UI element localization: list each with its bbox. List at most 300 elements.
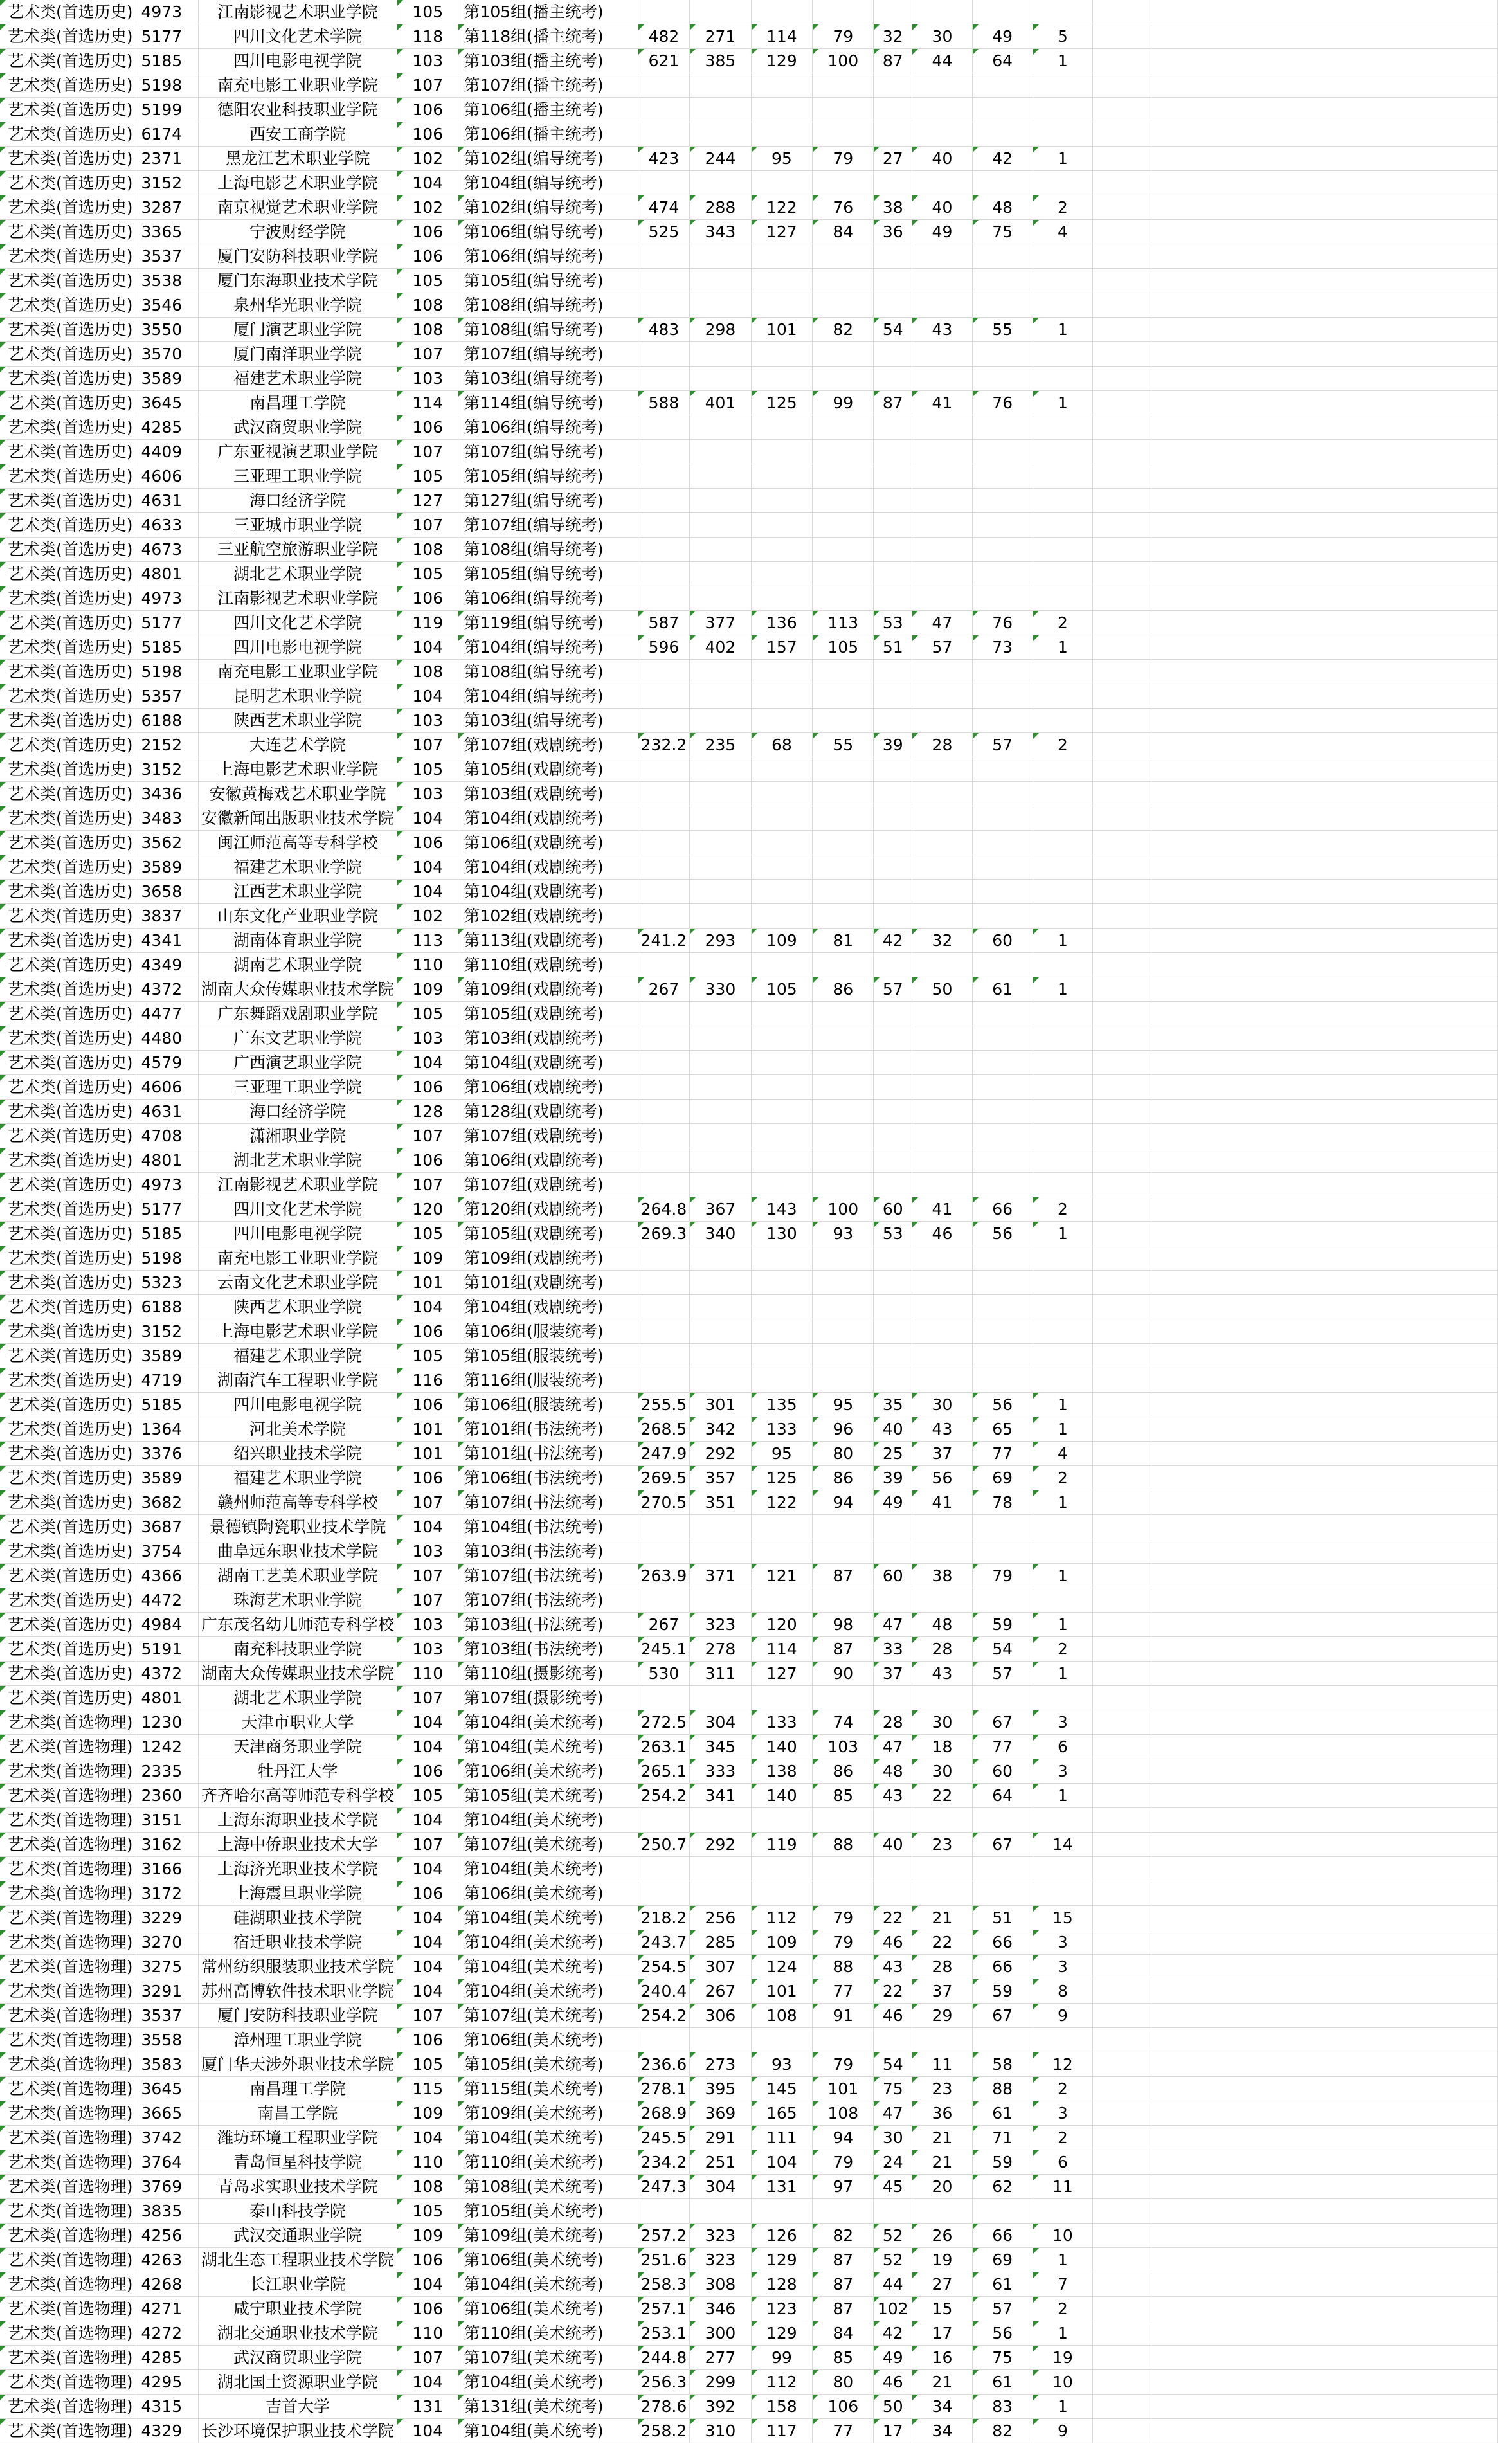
chinese-cell[interactable] xyxy=(751,171,812,195)
rank-cell[interactable] xyxy=(1093,2175,1151,2199)
category-cell[interactable]: 艺术类(首选历史) xyxy=(0,1100,136,1124)
foreign-cell[interactable] xyxy=(874,293,912,318)
second-subject-cell[interactable]: 77 xyxy=(972,1442,1033,1466)
plan-cell[interactable] xyxy=(638,1808,690,1833)
group-code-cell[interactable]: 103 xyxy=(397,1539,458,1564)
foreign-cell[interactable]: 44 xyxy=(874,2272,912,2297)
chinese-cell[interactable]: 121 xyxy=(751,1564,812,1588)
rank-cell[interactable] xyxy=(1093,1686,1151,1710)
code-cell[interactable]: 1364 xyxy=(136,1417,199,1442)
score-cell[interactable]: 235 xyxy=(690,733,751,757)
score-cell[interactable] xyxy=(690,904,751,929)
code-cell[interactable]: 3589 xyxy=(136,855,199,880)
rank-cell[interactable] xyxy=(1093,464,1151,489)
rank-cell[interactable] xyxy=(1093,73,1151,98)
school-name-cell[interactable]: 上海震旦职业学院 xyxy=(199,1881,397,1906)
category-cell[interactable]: 艺术类(首选历史) xyxy=(0,293,136,318)
first-subject-cell[interactable]: 29 xyxy=(912,2004,973,2028)
plan-cell[interactable]: 258.2 xyxy=(638,2419,690,2443)
group-name-cell[interactable]: 第107组(编导统考) xyxy=(458,342,638,367)
group-name-cell[interactable]: 第127组(编导统考) xyxy=(458,489,638,513)
second-subject-cell[interactable]: 88 xyxy=(972,2077,1033,2101)
major-score-cell[interactable]: 8 xyxy=(1033,1979,1093,2004)
chinese-cell[interactable]: 125 xyxy=(751,1466,812,1490)
score-cell[interactable]: 346 xyxy=(690,2297,751,2321)
second-subject-cell[interactable]: 61 xyxy=(972,2370,1033,2395)
score-cell[interactable] xyxy=(690,1026,751,1051)
first-subject-cell[interactable]: 21 xyxy=(912,2126,973,2150)
category-cell[interactable]: 艺术类(首选物理) xyxy=(0,2199,136,2224)
math-cell[interactable]: 96 xyxy=(813,1417,874,1442)
empty-cell[interactable] xyxy=(1151,1857,1497,1881)
rank-cell[interactable] xyxy=(1093,2419,1151,2443)
code-cell[interactable]: 4801 xyxy=(136,1686,199,1710)
plan-cell[interactable] xyxy=(638,440,690,464)
first-subject-cell[interactable] xyxy=(912,1344,973,1368)
plan-cell[interactable] xyxy=(638,2199,690,2224)
group-code-cell[interactable]: 106 xyxy=(397,1393,458,1417)
first-subject-cell[interactable] xyxy=(912,464,973,489)
first-subject-cell[interactable]: 22 xyxy=(912,1784,973,1808)
empty-cell[interactable] xyxy=(1151,122,1497,147)
rank-cell[interactable] xyxy=(1093,342,1151,367)
group-code-cell[interactable]: 104 xyxy=(397,1295,458,1319)
math-cell[interactable]: 103 xyxy=(813,1735,874,1759)
plan-cell[interactable]: 530 xyxy=(638,1662,690,1686)
school-name-cell[interactable]: 青岛求实职业技术学院 xyxy=(199,2175,397,2199)
group-name-cell[interactable]: 第104组(编导统考) xyxy=(458,171,638,195)
code-cell[interactable]: 3275 xyxy=(136,1955,199,1979)
second-subject-cell[interactable] xyxy=(972,1686,1033,1710)
math-cell[interactable]: 99 xyxy=(813,391,874,415)
empty-cell[interactable] xyxy=(1151,953,1497,977)
school-name-cell[interactable]: 南充电影工业职业学院 xyxy=(199,73,397,98)
second-subject-cell[interactable]: 73 xyxy=(972,635,1033,660)
foreign-cell[interactable] xyxy=(874,1881,912,1906)
plan-cell[interactable]: 267 xyxy=(638,977,690,1002)
foreign-cell[interactable]: 50 xyxy=(874,2395,912,2419)
foreign-cell[interactable] xyxy=(874,440,912,464)
second-subject-cell[interactable]: 59 xyxy=(972,1979,1033,2004)
group-name-cell[interactable]: 第101组(书法统考) xyxy=(458,1442,638,1466)
second-subject-cell[interactable] xyxy=(972,440,1033,464)
foreign-cell[interactable]: 25 xyxy=(874,1442,912,1466)
score-cell[interactable] xyxy=(690,1539,751,1564)
foreign-cell[interactable] xyxy=(874,1075,912,1100)
math-cell[interactable] xyxy=(813,244,874,269)
foreign-cell[interactable] xyxy=(874,684,912,709)
category-cell[interactable]: 艺术类(首选历史) xyxy=(0,24,136,49)
category-cell[interactable]: 艺术类(首选历史) xyxy=(0,318,136,342)
rank-cell[interactable] xyxy=(1093,1246,1151,1271)
group-code-cell[interactable]: 107 xyxy=(397,1833,458,1857)
chinese-cell[interactable] xyxy=(751,1686,812,1710)
score-cell[interactable]: 357 xyxy=(690,1466,751,1490)
foreign-cell[interactable] xyxy=(874,1686,912,1710)
math-cell[interactable]: 87 xyxy=(813,2297,874,2321)
score-cell[interactable]: 292 xyxy=(690,1833,751,1857)
second-subject-cell[interactable]: 66 xyxy=(972,2224,1033,2248)
chinese-cell[interactable]: 126 xyxy=(751,2224,812,2248)
first-subject-cell[interactable] xyxy=(912,782,973,806)
chinese-cell[interactable]: 128 xyxy=(751,2272,812,2297)
math-cell[interactable] xyxy=(813,1002,874,1026)
school-name-cell[interactable]: 南充电影工业职业学院 xyxy=(199,660,397,684)
first-subject-cell[interactable] xyxy=(912,1148,973,1173)
math-cell[interactable]: 108 xyxy=(813,2101,874,2126)
first-subject-cell[interactable] xyxy=(912,1173,973,1197)
group-code-cell[interactable]: 106 xyxy=(397,1148,458,1173)
category-cell[interactable]: 艺术类(首选历史) xyxy=(0,757,136,782)
major-score-cell[interactable] xyxy=(1033,464,1093,489)
rank-cell[interactable] xyxy=(1093,1490,1151,1515)
group-code-cell[interactable]: 106 xyxy=(397,220,458,244)
first-subject-cell[interactable]: 56 xyxy=(912,1466,973,1490)
foreign-cell[interactable] xyxy=(874,562,912,586)
empty-cell[interactable] xyxy=(1151,1539,1497,1564)
school-name-cell[interactable]: 上海电影艺术职业学院 xyxy=(199,171,397,195)
school-name-cell[interactable]: 上海电影艺术职业学院 xyxy=(199,1319,397,1344)
chinese-cell[interactable] xyxy=(751,709,812,733)
school-name-cell[interactable]: 福建艺术职业学院 xyxy=(199,367,397,391)
foreign-cell[interactable]: 30 xyxy=(874,2126,912,2150)
group-code-cell[interactable]: 104 xyxy=(397,1051,458,1075)
plan-cell[interactable] xyxy=(638,709,690,733)
plan-cell[interactable]: 232.2 xyxy=(638,733,690,757)
math-cell[interactable] xyxy=(813,953,874,977)
school-name-cell[interactable]: 湖北艺术职业学院 xyxy=(199,1148,397,1173)
score-cell[interactable] xyxy=(690,1808,751,1833)
plan-cell[interactable] xyxy=(638,244,690,269)
chinese-cell[interactable] xyxy=(751,904,812,929)
chinese-cell[interactable]: 131 xyxy=(751,2175,812,2199)
empty-cell[interactable] xyxy=(1151,2419,1497,2443)
math-cell[interactable] xyxy=(813,513,874,538)
empty-cell[interactable] xyxy=(1151,1442,1497,1466)
math-cell[interactable] xyxy=(813,415,874,440)
group-name-cell[interactable]: 第107组(美术统考) xyxy=(458,2346,638,2370)
group-code-cell[interactable]: 113 xyxy=(397,929,458,953)
chinese-cell[interactable]: 145 xyxy=(751,2077,812,2101)
group-name-cell[interactable]: 第106组(戏剧统考) xyxy=(458,1148,638,1173)
category-cell[interactable]: 艺术类(首选物理) xyxy=(0,2419,136,2443)
score-cell[interactable] xyxy=(690,367,751,391)
group-name-cell[interactable]: 第105组(编导统考) xyxy=(458,269,638,293)
school-name-cell[interactable]: 宿迁职业技术学院 xyxy=(199,1930,397,1955)
math-cell[interactable] xyxy=(813,440,874,464)
group-name-cell[interactable]: 第108组(编导统考) xyxy=(458,293,638,318)
plan-cell[interactable]: 254.2 xyxy=(638,2004,690,2028)
foreign-cell[interactable] xyxy=(874,1051,912,1075)
empty-cell[interactable] xyxy=(1151,269,1497,293)
chinese-cell[interactable] xyxy=(751,1002,812,1026)
foreign-cell[interactable]: 22 xyxy=(874,1979,912,2004)
score-cell[interactable] xyxy=(690,342,751,367)
school-name-cell[interactable]: 泰山科技学院 xyxy=(199,2199,397,2224)
foreign-cell[interactable]: 40 xyxy=(874,1417,912,1442)
score-cell[interactable] xyxy=(690,709,751,733)
plan-cell[interactable] xyxy=(638,1124,690,1148)
score-cell[interactable] xyxy=(690,1100,751,1124)
group-name-cell[interactable]: 第105组(编导统考) xyxy=(458,562,638,586)
category-cell[interactable]: 艺术类(首选历史) xyxy=(0,1295,136,1319)
category-cell[interactable]: 艺术类(首选物理) xyxy=(0,2077,136,2101)
code-cell[interactable]: 3837 xyxy=(136,904,199,929)
math-cell[interactable]: 88 xyxy=(813,1955,874,1979)
group-code-cell[interactable]: 102 xyxy=(397,147,458,171)
empty-cell[interactable] xyxy=(1151,1002,1497,1026)
group-code-cell[interactable]: 104 xyxy=(397,171,458,195)
plan-cell[interactable] xyxy=(638,1588,690,1613)
second-subject-cell[interactable]: 69 xyxy=(972,1466,1033,1490)
first-subject-cell[interactable] xyxy=(912,1246,973,1271)
plan-cell[interactable]: 257.2 xyxy=(638,2224,690,2248)
group-code-cell[interactable]: 103 xyxy=(397,1613,458,1637)
empty-cell[interactable] xyxy=(1151,733,1497,757)
first-subject-cell[interactable]: 30 xyxy=(912,24,973,49)
category-cell[interactable]: 艺术类(首选物理) xyxy=(0,1857,136,1881)
school-name-cell[interactable]: 南昌理工学院 xyxy=(199,2077,397,2101)
code-cell[interactable]: 4372 xyxy=(136,977,199,1002)
group-name-cell[interactable]: 第103组(书法统考) xyxy=(458,1637,638,1662)
foreign-cell[interactable] xyxy=(874,2028,912,2052)
plan-cell[interactable]: 269.3 xyxy=(638,1222,690,1246)
plan-cell[interactable] xyxy=(638,1173,690,1197)
rank-cell[interactable] xyxy=(1093,1979,1151,2004)
score-cell[interactable]: 306 xyxy=(690,2004,751,2028)
foreign-cell[interactable]: 46 xyxy=(874,2370,912,2395)
second-subject-cell[interactable] xyxy=(972,415,1033,440)
category-cell[interactable]: 艺术类(首选历史) xyxy=(0,1344,136,1368)
rank-cell[interactable] xyxy=(1093,855,1151,880)
rank-cell[interactable] xyxy=(1093,977,1151,1002)
chinese-cell[interactable]: 130 xyxy=(751,1222,812,1246)
plan-cell[interactable]: 241.2 xyxy=(638,929,690,953)
empty-cell[interactable] xyxy=(1151,1662,1497,1686)
plan-cell[interactable] xyxy=(638,806,690,831)
chinese-cell[interactable]: 127 xyxy=(751,1662,812,1686)
rank-cell[interactable] xyxy=(1093,1075,1151,1100)
major-score-cell[interactable]: 2 xyxy=(1033,2077,1093,2101)
first-subject-cell[interactable]: 40 xyxy=(912,195,973,220)
rank-cell[interactable] xyxy=(1093,2052,1151,2077)
math-cell[interactable]: 98 xyxy=(813,1613,874,1637)
school-name-cell[interactable]: 齐齐哈尔高等师范专科学校 xyxy=(199,1784,397,1808)
group-code-cell[interactable]: 104 xyxy=(397,1979,458,2004)
empty-cell[interactable] xyxy=(1151,220,1497,244)
major-score-cell[interactable] xyxy=(1033,1173,1093,1197)
math-cell[interactable]: 79 xyxy=(813,147,874,171)
code-cell[interactable]: 4579 xyxy=(136,1051,199,1075)
rank-cell[interactable] xyxy=(1093,1002,1151,1026)
group-name-cell[interactable]: 第107组(美术统考) xyxy=(458,1833,638,1857)
group-name-cell[interactable]: 第105组(编导统考) xyxy=(458,464,638,489)
chinese-cell[interactable]: 117 xyxy=(751,2419,812,2443)
score-cell[interactable]: 377 xyxy=(690,611,751,635)
code-cell[interactable]: 5185 xyxy=(136,1393,199,1417)
group-code-cell[interactable]: 104 xyxy=(397,1808,458,1833)
empty-cell[interactable] xyxy=(1151,24,1497,49)
school-name-cell[interactable]: 湖南体育职业学院 xyxy=(199,929,397,953)
math-cell[interactable] xyxy=(813,1368,874,1393)
score-cell[interactable] xyxy=(690,660,751,684)
major-score-cell[interactable]: 1 xyxy=(1033,2248,1093,2272)
group-name-cell[interactable]: 第106组(美术统考) xyxy=(458,1881,638,1906)
score-cell[interactable]: 367 xyxy=(690,1197,751,1222)
score-cell[interactable] xyxy=(690,684,751,709)
code-cell[interactable]: 3270 xyxy=(136,1930,199,1955)
major-score-cell[interactable] xyxy=(1033,367,1093,391)
chinese-cell[interactable]: 93 xyxy=(751,2052,812,2077)
major-score-cell[interactable]: 1 xyxy=(1033,1564,1093,1588)
second-subject-cell[interactable]: 58 xyxy=(972,2052,1033,2077)
first-subject-cell[interactable]: 38 xyxy=(912,1564,973,1588)
plan-cell[interactable] xyxy=(638,1075,690,1100)
category-cell[interactable]: 艺术类(首选物理) xyxy=(0,2272,136,2297)
category-cell[interactable]: 艺术类(首选历史) xyxy=(0,1686,136,1710)
first-subject-cell[interactable]: 36 xyxy=(912,2101,973,2126)
group-name-cell[interactable]: 第107组(戏剧统考) xyxy=(458,1124,638,1148)
code-cell[interactable]: 3483 xyxy=(136,806,199,831)
group-code-cell[interactable]: 107 xyxy=(397,1173,458,1197)
group-code-cell[interactable]: 104 xyxy=(397,684,458,709)
code-cell[interactable]: 4673 xyxy=(136,538,199,562)
first-subject-cell[interactable]: 50 xyxy=(912,977,973,1002)
rank-cell[interactable] xyxy=(1093,611,1151,635)
chinese-cell[interactable]: 123 xyxy=(751,2297,812,2321)
school-name-cell[interactable]: 四川文化艺术学院 xyxy=(199,611,397,635)
school-name-cell[interactable]: 广西演艺职业学院 xyxy=(199,1051,397,1075)
math-cell[interactable] xyxy=(813,660,874,684)
second-subject-cell[interactable]: 57 xyxy=(972,733,1033,757)
major-score-cell[interactable] xyxy=(1033,1344,1093,1368)
chinese-cell[interactable] xyxy=(751,1271,812,1295)
foreign-cell[interactable] xyxy=(874,269,912,293)
school-name-cell[interactable]: 四川电影电视学院 xyxy=(199,1222,397,1246)
plan-cell[interactable] xyxy=(638,1100,690,1124)
first-subject-cell[interactable] xyxy=(912,489,973,513)
second-subject-cell[interactable]: 60 xyxy=(972,1759,1033,1784)
code-cell[interactable]: 4708 xyxy=(136,1124,199,1148)
second-subject-cell[interactable]: 56 xyxy=(972,1393,1033,1417)
foreign-cell[interactable]: 22 xyxy=(874,1906,912,1930)
foreign-cell[interactable] xyxy=(874,757,912,782)
foreign-cell[interactable] xyxy=(874,953,912,977)
category-cell[interactable]: 艺术类(首选历史) xyxy=(0,440,136,464)
major-score-cell[interactable] xyxy=(1033,1246,1093,1271)
code-cell[interactable]: 4372 xyxy=(136,1662,199,1686)
group-name-cell[interactable]: 第107组(书法统考) xyxy=(458,1490,638,1515)
school-name-cell[interactable]: 闽江师范高等专科学校 xyxy=(199,831,397,855)
first-subject-cell[interactable] xyxy=(912,1686,973,1710)
group-name-cell[interactable]: 第104组(戏剧统考) xyxy=(458,855,638,880)
foreign-cell[interactable]: 42 xyxy=(874,2321,912,2346)
major-score-cell[interactable] xyxy=(1033,1148,1093,1173)
plan-cell[interactable] xyxy=(638,1686,690,1710)
empty-cell[interactable] xyxy=(1151,1466,1497,1490)
empty-cell[interactable] xyxy=(1151,806,1497,831)
group-code-cell[interactable]: 106 xyxy=(397,1881,458,1906)
code-cell[interactable]: 3583 xyxy=(136,2052,199,2077)
chinese-cell[interactable]: 119 xyxy=(751,1833,812,1857)
category-cell[interactable]: 艺术类(首选历史) xyxy=(0,1466,136,1490)
chinese-cell[interactable] xyxy=(751,415,812,440)
rank-cell[interactable] xyxy=(1093,244,1151,269)
score-cell[interactable] xyxy=(690,855,751,880)
score-cell[interactable] xyxy=(690,1173,751,1197)
first-subject-cell[interactable]: 30 xyxy=(912,1710,973,1735)
school-name-cell[interactable]: 湖北国土资源职业学院 xyxy=(199,2370,397,2395)
major-score-cell[interactable] xyxy=(1033,953,1093,977)
plan-cell[interactable] xyxy=(638,855,690,880)
empty-cell[interactable] xyxy=(1151,489,1497,513)
second-subject-cell[interactable]: 64 xyxy=(972,49,1033,73)
second-subject-cell[interactable]: 65 xyxy=(972,1417,1033,1442)
empty-cell[interactable] xyxy=(1151,1417,1497,1442)
rank-cell[interactable] xyxy=(1093,0,1151,24)
chinese-cell[interactable] xyxy=(751,293,812,318)
first-subject-cell[interactable] xyxy=(912,2028,973,2052)
category-cell[interactable]: 艺术类(首选物理) xyxy=(0,1881,136,1906)
school-name-cell[interactable]: 安徽新闻出版职业技术学院 xyxy=(199,806,397,831)
second-subject-cell[interactable] xyxy=(972,855,1033,880)
score-cell[interactable]: 342 xyxy=(690,1417,751,1442)
group-code-cell[interactable]: 107 xyxy=(397,1588,458,1613)
major-score-cell[interactable]: 3 xyxy=(1033,1930,1093,1955)
rank-cell[interactable] xyxy=(1093,953,1151,977)
code-cell[interactable]: 4973 xyxy=(136,0,199,24)
chinese-cell[interactable] xyxy=(751,464,812,489)
category-cell[interactable]: 艺术类(首选历史) xyxy=(0,73,136,98)
code-cell[interactable]: 4606 xyxy=(136,1075,199,1100)
group-code-cell[interactable]: 118 xyxy=(397,24,458,49)
major-score-cell[interactable] xyxy=(1033,0,1093,24)
first-subject-cell[interactable]: 46 xyxy=(912,1222,973,1246)
foreign-cell[interactable] xyxy=(874,367,912,391)
math-cell[interactable] xyxy=(813,1515,874,1539)
empty-cell[interactable] xyxy=(1151,1246,1497,1271)
group-code-cell[interactable]: 103 xyxy=(397,1637,458,1662)
foreign-cell[interactable] xyxy=(874,904,912,929)
rank-cell[interactable] xyxy=(1093,195,1151,220)
foreign-cell[interactable]: 52 xyxy=(874,2224,912,2248)
major-score-cell[interactable]: 14 xyxy=(1033,1833,1093,1857)
foreign-cell[interactable]: 60 xyxy=(874,1564,912,1588)
group-name-cell[interactable]: 第102组(编导统考) xyxy=(458,195,638,220)
group-name-cell[interactable]: 第104组(编导统考) xyxy=(458,635,638,660)
first-subject-cell[interactable] xyxy=(912,953,973,977)
second-subject-cell[interactable]: 67 xyxy=(972,1833,1033,1857)
plan-cell[interactable] xyxy=(638,513,690,538)
score-cell[interactable] xyxy=(690,122,751,147)
category-cell[interactable]: 艺术类(首选历史) xyxy=(0,1246,136,1271)
score-cell[interactable]: 251 xyxy=(690,2150,751,2175)
first-subject-cell[interactable]: 30 xyxy=(912,1393,973,1417)
code-cell[interactable]: 3152 xyxy=(136,757,199,782)
major-score-cell[interactable]: 1 xyxy=(1033,977,1093,1002)
chinese-cell[interactable] xyxy=(751,660,812,684)
score-cell[interactable] xyxy=(690,1319,751,1344)
plan-cell[interactable]: 243.7 xyxy=(638,1930,690,1955)
math-cell[interactable]: 81 xyxy=(813,929,874,953)
code-cell[interactable]: 3538 xyxy=(136,269,199,293)
category-cell[interactable]: 艺术类(首选物理) xyxy=(0,2346,136,2370)
code-cell[interactable]: 4480 xyxy=(136,1026,199,1051)
chinese-cell[interactable] xyxy=(751,513,812,538)
school-name-cell[interactable]: 安徽黄梅戏艺术职业学院 xyxy=(199,782,397,806)
group-code-cell[interactable]: 107 xyxy=(397,73,458,98)
math-cell[interactable] xyxy=(813,1051,874,1075)
